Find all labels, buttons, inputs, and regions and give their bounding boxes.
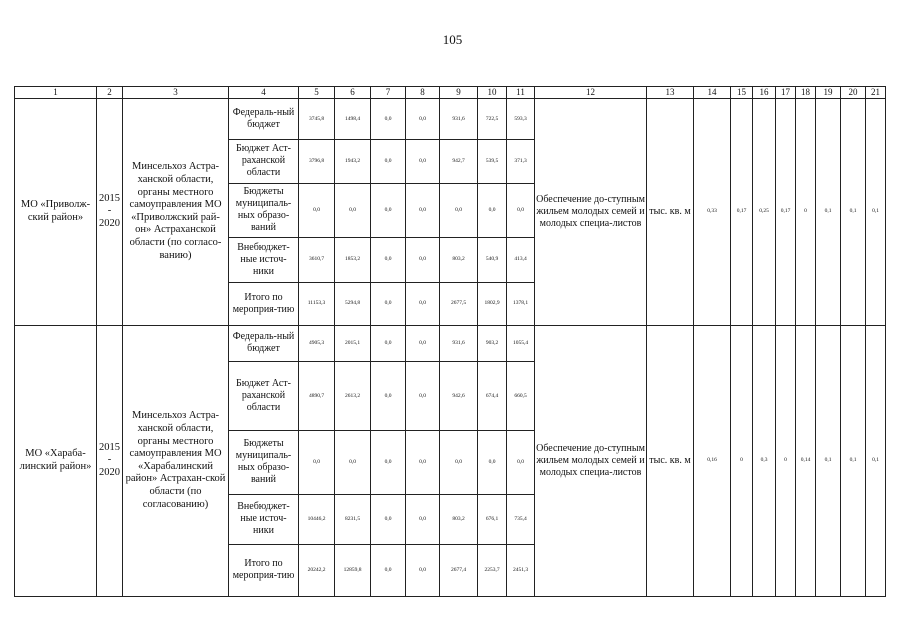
column-number: 11 [507, 87, 535, 99]
column-number: 16 [753, 87, 776, 99]
amount-cell: 8231,5 [335, 494, 371, 544]
district-cell: МО «Хараба-линский район» [15, 325, 97, 596]
amount-cell: 0,0 [371, 237, 406, 282]
amount-cell: 803,2 [440, 494, 478, 544]
indicator-cell: 0,1 [816, 99, 841, 326]
period-cell [97, 99, 123, 326]
indicator-cell: 0,1 [816, 325, 841, 596]
amount-cell: 3796,8 [299, 139, 335, 183]
indicator-cell: 0,14 [796, 325, 816, 596]
column-number: 1 [15, 87, 97, 99]
amount-cell: 660,5 [507, 362, 535, 430]
amount-cell: 0,0 [507, 430, 535, 494]
amount-cell: 0,0 [406, 99, 440, 140]
amount-cell: 903,2 [478, 325, 507, 362]
amount-cell: 0,0 [299, 183, 335, 237]
column-number: 17 [776, 87, 796, 99]
expected-result-cell: Обеспечение до-ступным жильем молодых семей и молодых специа-листов [535, 99, 647, 326]
amount-cell: 2677,5 [440, 282, 478, 325]
period-to: 2020 [99, 218, 120, 230]
amount-cell: 674,4 [478, 362, 507, 430]
amount-cell: 0,0 [440, 183, 478, 237]
amount-cell: 0,0 [406, 544, 440, 596]
indicator-cell: 0,1 [841, 325, 866, 596]
amount-cell: 540,9 [478, 237, 507, 282]
column-number: 6 [335, 87, 371, 99]
amount-cell: 676,1 [478, 494, 507, 544]
table-row [15, 99, 886, 140]
amount-cell: 1498,4 [335, 99, 371, 140]
funding-source-cell: Федераль-ный бюджет [229, 99, 299, 140]
amount-cell: 2253,7 [478, 544, 507, 596]
indicator-cell: 0,25 [753, 99, 776, 326]
column-number: 4 [229, 87, 299, 99]
column-number: 18 [796, 87, 816, 99]
amount-cell: 0,0 [371, 183, 406, 237]
amount-cell: 2677,4 [440, 544, 478, 596]
column-number: 2 [97, 87, 123, 99]
indicator-cell: 0,17 [776, 99, 796, 326]
expected-result-cell: Обеспечение до-ступным жильем молодых семей и молодых специа-листов [535, 325, 647, 596]
amount-cell: 1853,2 [335, 237, 371, 282]
indicator-cell: 0 [731, 325, 753, 596]
amount-cell: 1378,1 [507, 282, 535, 325]
amount-cell: 0,0 [335, 183, 371, 237]
page-number: 105 [442, 32, 463, 47]
funding-source-cell: Внебюджет-ные источ-ники [229, 494, 299, 544]
funding-source-cell: Итого по мероприя-тию [229, 544, 299, 596]
column-number: 9 [440, 87, 478, 99]
amount-cell: 3610,7 [299, 237, 335, 282]
period-from: 2015 [99, 441, 120, 453]
indicator-cell: 0,1 [866, 325, 886, 596]
amount-cell: 0,0 [371, 325, 406, 362]
funding-source-cell: Федераль-ный бюджет [229, 325, 299, 362]
column-number: 21 [866, 87, 886, 99]
indicator-cell: 0,33 [694, 99, 731, 326]
column-number: 15 [731, 87, 753, 99]
amount-cell: 11153,3 [299, 282, 335, 325]
indicator-cell: 0,17 [731, 99, 753, 326]
amount-cell: 0,0 [406, 282, 440, 325]
indicator-cell: 0,3 [753, 325, 776, 596]
column-number: 10 [478, 87, 507, 99]
amount-cell: 539,5 [478, 139, 507, 183]
amount-cell: 931,6 [440, 99, 478, 140]
funding-source-cell: Итого по мероприя-тию [229, 282, 299, 325]
column-number: 14 [694, 87, 731, 99]
amount-cell: 722,5 [478, 99, 507, 140]
amount-cell: 0,0 [507, 183, 535, 237]
indicator-cell: 0,1 [866, 99, 886, 326]
amount-cell: 0,0 [371, 282, 406, 325]
amount-cell: 593,3 [507, 99, 535, 140]
column-number: 12 [535, 87, 647, 99]
period-cell [97, 325, 123, 596]
unit-cell: тыс. кв. м [647, 325, 694, 596]
period-dash: - [107, 205, 112, 217]
amount-cell: 4905,3 [299, 325, 335, 362]
funding-source-cell: Бюджеты муниципаль-ных образо-ваний [229, 183, 299, 237]
column-number: 19 [816, 87, 841, 99]
amount-cell: 0,0 [371, 99, 406, 140]
column-number: 3 [123, 87, 229, 99]
amount-cell: 1802,9 [478, 282, 507, 325]
period-dash: - [107, 454, 112, 466]
amount-cell: 0,0 [406, 237, 440, 282]
column-number: 20 [841, 87, 866, 99]
indicator-cell: 0,16 [694, 325, 731, 596]
funding-source-cell: Бюджеты муниципаль-ных образо-ваний [229, 430, 299, 494]
amount-cell: 0,0 [371, 544, 406, 596]
amount-cell: 20242,2 [299, 544, 335, 596]
program-table [14, 86, 886, 597]
amount-cell: 0,0 [299, 430, 335, 494]
district-cell: МО «Приволж-ский район» [15, 99, 97, 326]
amount-cell: 10446,2 [299, 494, 335, 544]
funding-source-cell: Бюджет Аст-раханской области [229, 362, 299, 430]
column-number: 7 [371, 87, 406, 99]
amount-cell: 0,0 [406, 183, 440, 237]
amount-cell: 1055,4 [507, 325, 535, 362]
amount-cell: 0,0 [371, 139, 406, 183]
amount-cell: 942,7 [440, 139, 478, 183]
amount-cell: 0,0 [478, 430, 507, 494]
amount-cell: 0,0 [406, 362, 440, 430]
executor-cell: Минсельхоз Астра-ханской области, органы местного самоуправления МО «Приволжский рай-он» Астраханской области (по согласо-ванию) [123, 99, 229, 326]
period-to: 2020 [99, 467, 120, 479]
indicator-cell: 0 [776, 325, 796, 596]
unit-cell: тыс. кв. м [647, 99, 694, 326]
amount-cell: 0,0 [335, 430, 371, 494]
amount-cell: 0,0 [406, 139, 440, 183]
amount-cell: 4890,7 [299, 362, 335, 430]
table-row [15, 325, 886, 362]
amount-cell: 0,0 [371, 362, 406, 430]
amount-cell: 0,0 [371, 494, 406, 544]
amount-cell: 371,3 [507, 139, 535, 183]
amount-cell: 735,4 [507, 494, 535, 544]
column-number-row [15, 87, 886, 99]
amount-cell: 803,2 [440, 237, 478, 282]
amount-cell: 2613,2 [335, 362, 371, 430]
amount-cell: 2015,1 [335, 325, 371, 362]
amount-cell: 2451,3 [507, 544, 535, 596]
column-number: 8 [406, 87, 440, 99]
amount-cell: 0,0 [406, 494, 440, 544]
funding-source-cell: Бюджет Аст-раханской области [229, 139, 299, 183]
amount-cell: 0,0 [440, 430, 478, 494]
column-number: 5 [299, 87, 335, 99]
amount-cell: 3745,8 [299, 99, 335, 140]
amount-cell: 0,0 [406, 430, 440, 494]
column-number: 13 [647, 87, 694, 99]
amount-cell: 931,6 [440, 325, 478, 362]
amount-cell: 0,0 [478, 183, 507, 237]
period-from: 2015 [99, 192, 120, 204]
amount-cell: 5294,8 [335, 282, 371, 325]
executor-cell: Минсельхоз Астра-ханской области, органы местного самоуправления МО «Харабалинский район» Астрахан-ской области (по согласованию) [123, 325, 229, 596]
amount-cell: 0,0 [406, 325, 440, 362]
amount-cell: 0,0 [371, 430, 406, 494]
amount-cell: 413,4 [507, 237, 535, 282]
indicator-cell: 0 [796, 99, 816, 326]
amount-cell: 1943,2 [335, 139, 371, 183]
indicator-cell: 0,1 [841, 99, 866, 326]
funding-source-cell: Внебюджет-ные источ-ники [229, 237, 299, 282]
amount-cell: 942,6 [440, 362, 478, 430]
amount-cell: 12859,8 [335, 544, 371, 596]
